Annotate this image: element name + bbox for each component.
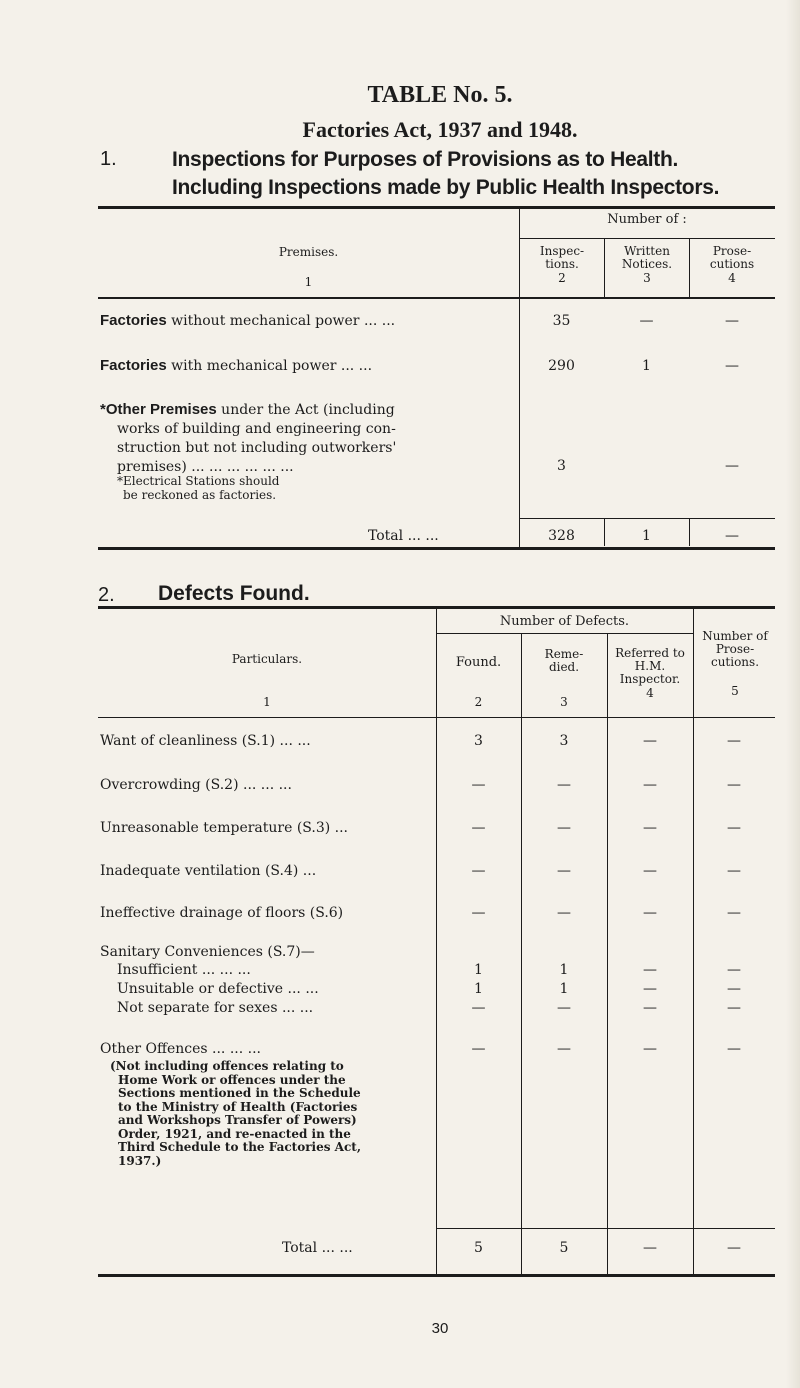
total-label: Total ... ...: [368, 528, 439, 544]
footnote-line: *Electrical Stations should: [117, 474, 280, 488]
cell-notices: —: [639, 313, 654, 329]
table-subtitle: Factories Act, 1937 and 1948.: [302, 117, 578, 142]
cell-referred: —: [643, 905, 657, 921]
rule: [519, 518, 775, 519]
note-line: Home Work or offences under the: [118, 1072, 346, 1087]
cell-remedied: —: [557, 1000, 571, 1016]
table-row-label: [100, 313, 395, 329]
table-row-label: Not separate for sexes ... ...: [117, 1000, 314, 1016]
header-inspections: Inspec- tions.: [539, 244, 585, 271]
cell-prosecutions: —: [727, 1041, 741, 1057]
table-row-label: [100, 358, 372, 374]
cell-inspections: 3: [557, 458, 566, 474]
cell-referred: —: [643, 962, 657, 978]
cell-remedied: —: [557, 820, 571, 836]
header-prosecutions-num: 4: [728, 271, 736, 285]
cell-remedied: —: [557, 905, 571, 921]
cell-prosecutions: —: [727, 733, 741, 749]
note-line: (Not including offences relating to: [110, 1059, 344, 1073]
cell-referred: —: [643, 1000, 657, 1016]
cell-referred: —: [643, 981, 657, 997]
header-notices: Written Notices.: [621, 244, 673, 271]
row-label-text: without mechanical power ... ...: [166, 313, 396, 329]
cell-found: —: [471, 863, 486, 879]
rule: [519, 238, 775, 239]
section1-group-header: Number of :: [607, 212, 687, 227]
rule: [98, 297, 775, 299]
other-offences-note: [110, 1060, 361, 1168]
note-line: Sections mentioned in the Schedule: [118, 1086, 361, 1100]
table-row-label: Other Offences ... ... ...: [100, 1041, 261, 1057]
total-prosecutions: —: [725, 528, 739, 544]
cell-found: —: [471, 905, 486, 921]
table-row-label: Ineffective drainage of floors (S.6): [100, 905, 344, 921]
cell-prosecutions: —: [727, 863, 741, 879]
section1-title-line2: Including Inspections made by Public Health Inspectors.: [172, 176, 720, 199]
cell-prosecutions: —: [727, 820, 741, 836]
rule: [98, 547, 775, 550]
rule: [521, 633, 522, 1276]
header-referred: Referred to H.M. Inspector.: [615, 646, 685, 686]
row-label-line: works of building and engineering con-: [117, 421, 396, 437]
rule: [607, 633, 608, 1276]
cell-prosecutions: —: [727, 962, 741, 978]
cell-prosecutions: —: [727, 1000, 741, 1016]
note-line: Third Schedule to the Factories Act,: [118, 1140, 362, 1154]
page-number: 30: [431, 1320, 449, 1337]
total-label: Total ... ...: [282, 1240, 353, 1256]
cell-remedied: —: [557, 1041, 571, 1057]
note-line: 1937.): [118, 1153, 162, 1168]
rule: [98, 206, 775, 209]
table-row-label: Inadequate ventilation (S.4) ...: [100, 863, 317, 879]
row-label-bold: Factories: [100, 312, 167, 329]
cell-prosecutions: —: [727, 981, 741, 997]
row-label-bold: Factories: [100, 357, 167, 374]
header-premises: Premises.: [278, 245, 339, 259]
header-particulars: Particulars.: [231, 652, 303, 666]
total-prosecutions: —: [727, 1240, 741, 1256]
cell-referred: —: [643, 777, 657, 793]
total-referred: —: [643, 1240, 657, 1256]
section1-title: [172, 146, 719, 202]
header-referred-num: 4: [646, 686, 654, 700]
cell-referred: —: [643, 863, 657, 879]
cell-found: —: [471, 1000, 486, 1016]
footnote-line: be reckoned as factories.: [123, 488, 277, 502]
rule: [436, 633, 693, 634]
header-found: Found.: [455, 655, 502, 670]
table-title: TABLE No. 5.: [367, 82, 513, 108]
cell-notices: 1: [642, 358, 651, 374]
cell-remedied: —: [557, 863, 571, 879]
cell-prosecutions: —: [725, 458, 739, 474]
table-row-label: Unreasonable temperature (S.3) ...: [100, 820, 349, 836]
cell-referred: —: [643, 820, 657, 836]
rule: [98, 1274, 775, 1277]
header-found-num: 2: [474, 695, 483, 709]
row-label-line: premises) ... ... ... ... ... ...: [117, 459, 294, 475]
cell-remedied: 1: [559, 981, 569, 997]
row-label-text: with mechanical power ... ...: [166, 358, 373, 374]
cell-inspections: 35: [552, 313, 571, 329]
cell-referred: —: [643, 1041, 657, 1057]
cell-prosecutions: —: [725, 358, 739, 374]
header-inspections-num: 2: [558, 271, 566, 285]
cell-found: —: [471, 820, 486, 836]
section2-number: 2.: [98, 584, 115, 606]
cell-found: —: [471, 777, 486, 793]
cell-prosecutions: —: [725, 313, 739, 329]
section1-title-line1: Inspections for Purposes of Provisions as to Health.: [172, 148, 679, 171]
cell-found: 3: [474, 733, 483, 749]
rule: [98, 717, 775, 718]
header-prosecutions: Number of Prose- cutions.: [702, 629, 768, 669]
row-label-text: under the Act (including: [216, 402, 395, 418]
rule: [689, 238, 690, 298]
table-row-label: Overcrowding (S.2) ... ... ...: [100, 777, 292, 793]
page-edge: [786, 0, 800, 1388]
total-found: 5: [474, 1240, 483, 1256]
rule: [436, 609, 437, 1276]
cell-remedied: 1: [559, 962, 569, 978]
cell-found: 1: [474, 962, 483, 978]
total-remedied: 5: [559, 1240, 569, 1256]
note-line: Order, 1921, and re-enacted in the: [118, 1126, 351, 1141]
sanitary-heading: Sanitary Conveniences (S.7)—: [100, 944, 315, 960]
note-line: to the Ministry of Health (Factories: [118, 1099, 358, 1114]
total-inspections: 328: [548, 528, 575, 544]
section2-group-header: Number of Defects.: [499, 614, 630, 629]
header-particulars-num: 1: [263, 695, 271, 709]
cell-found: 1: [474, 981, 483, 997]
cell-inspections: 290: [548, 358, 575, 374]
rule: [693, 609, 694, 1276]
table-row-label: Unsuitable or defective ... ...: [117, 981, 319, 997]
header-prosecutions-num: 5: [731, 684, 739, 698]
section2-title: Defects Found.: [158, 582, 310, 605]
table-row-label: Want of cleanliness (S.1) ... ...: [100, 733, 311, 749]
cell-referred: —: [643, 733, 657, 749]
rule: [604, 238, 605, 298]
cell-remedied: 3: [559, 733, 569, 749]
header-remedied-num: 3: [560, 695, 568, 709]
table-row-label: [100, 402, 395, 418]
cell-found: —: [471, 1041, 486, 1057]
row-label-line: struction but not including outworkers': [117, 440, 397, 456]
rule: [519, 209, 520, 549]
note-line: and Workshops Transfer of Powers): [118, 1113, 357, 1127]
section1-number: 1.: [100, 148, 117, 170]
table-row-label: Insufficient ... ... ...: [117, 962, 251, 978]
cell-remedied: —: [557, 777, 571, 793]
rule: [436, 1228, 775, 1229]
row-label-bold: *Other Premises: [100, 401, 217, 418]
cell-prosecutions: —: [727, 905, 741, 921]
header-notices-num: 3: [643, 271, 651, 285]
header-remedied: Reme- died.: [544, 647, 584, 674]
cell-prosecutions: —: [727, 777, 741, 793]
total-notices: 1: [642, 528, 651, 544]
header-premises-num: 1: [304, 275, 313, 289]
header-prosecutions: Prose- cutions: [709, 244, 755, 271]
